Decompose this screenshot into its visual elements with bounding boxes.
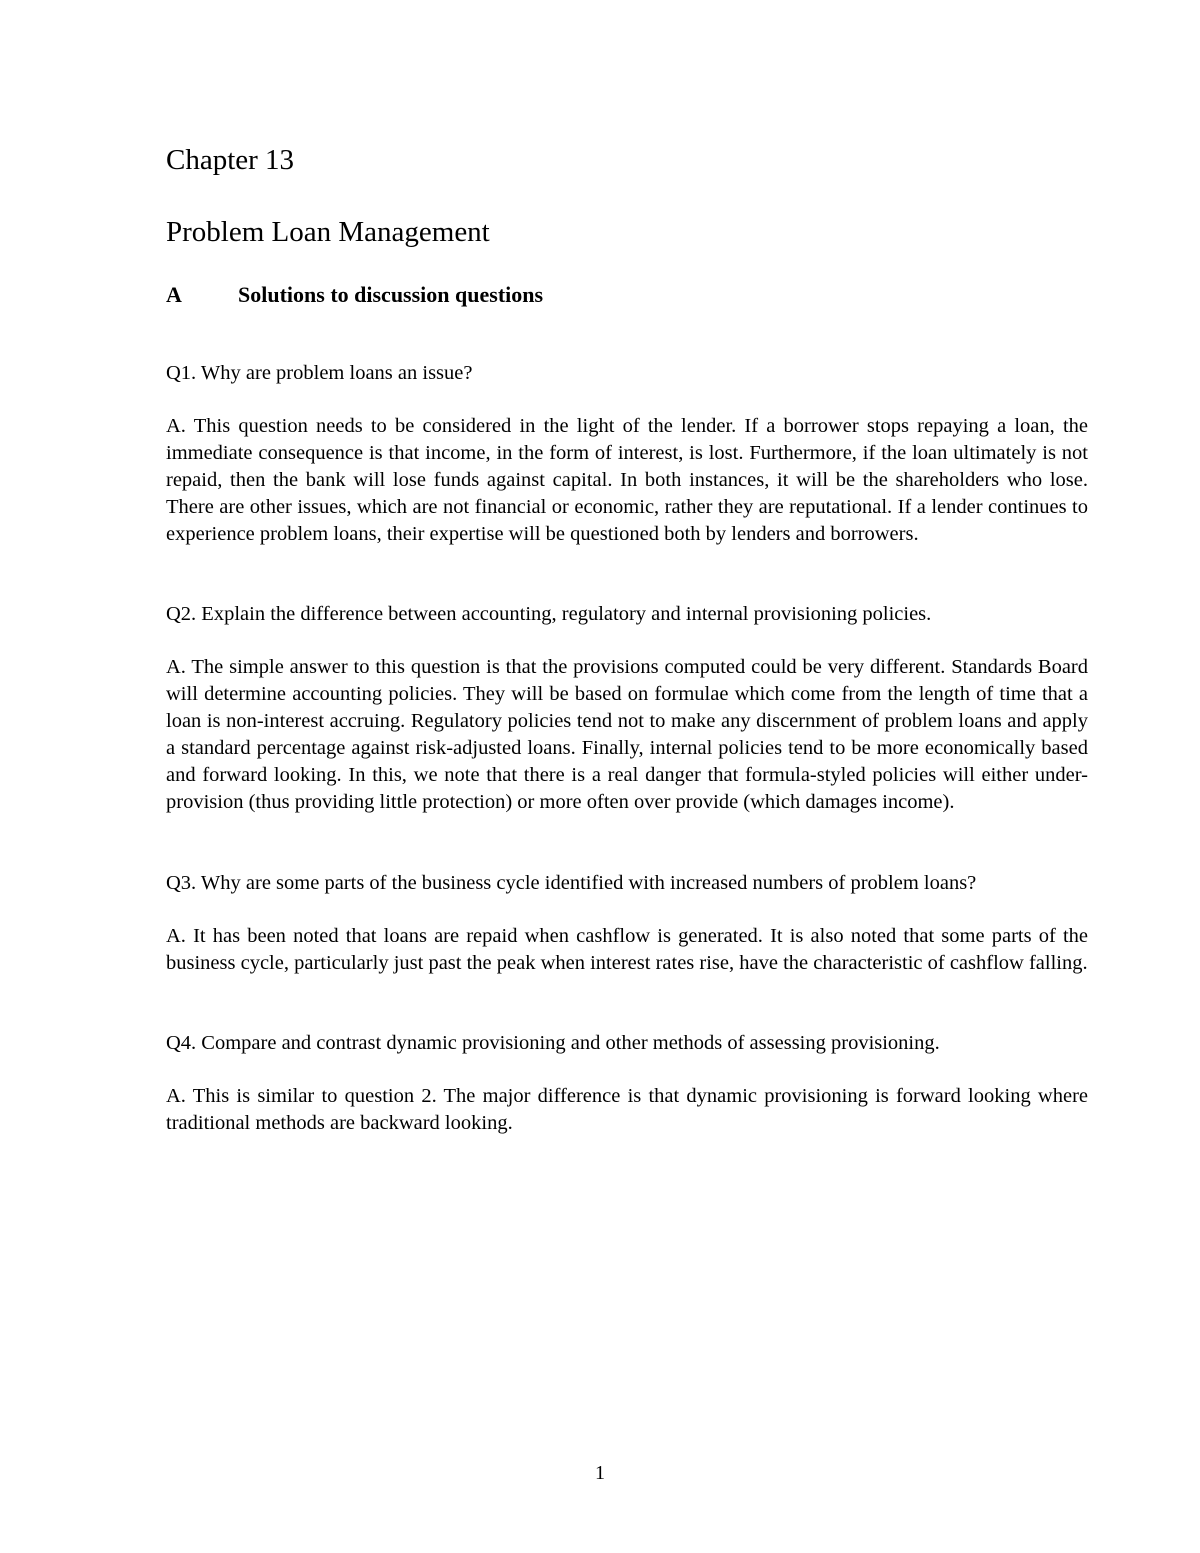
chapter-title: Chapter 13: [166, 144, 295, 176]
page-content: [166, 140, 1088, 1137]
section-heading: [166, 280, 1088, 310]
page-number: 1: [595, 1462, 605, 1484]
answer-1: A. This question needs to be considered in the light of the lender. If a borrower stops repaying a loan, the immediate consequence is that income, in the form of interest, is lost. Furthermore, if the loan ultimately is not repaid, then the bank will lose funds against capital. In both instances, it will be the shareholders who lose. There are other issues, which are not financial or economic, rather they are reputational. If a lender continues to experience problem loans, their expertise will be questioned both by lenders and borrowers.: [166, 415, 1088, 545]
answer-2: A. The simple answer to this question is that the provisions computed could be very different. Standards Board will determine accounting policies. They will be based on formulae which come from the length of time that a loan is non-interest accruing. Regulatory policies tend not to make any discernment of problem loans and apply a standard percentage against risk-adjusted loans. Finally, internal policies tend to be more economically based and forward looking. In this, we note that there is a real danger that formula-styled policies will either under-provision (thus providing little protection) or more often over provide (which damages income).: [166, 656, 1088, 813]
question-1: Q1. Why are problem loans an issue?: [166, 362, 473, 384]
qa-block-4: [166, 1030, 1088, 1137]
question-3: Q3. Why are some parts of the business cycle identified with increased numbers of problem loans?: [166, 872, 977, 894]
qa-block-2: [166, 601, 1088, 816]
answer-3: A. It has been noted that loans are repaid when cashflow is generated. It is also noted that some parts of the business cycle, particularly just past the peak when interest rates rise, have the characteristic of cashflow falling.: [166, 925, 1088, 974]
qa-block-1: [166, 360, 1088, 548]
answer-4: A. This is similar to question 2. The major difference is that dynamic provisioning is forward looking where traditional methods are backward looking.: [166, 1085, 1088, 1134]
qa-block-3: [166, 870, 1088, 977]
chapter-subtitle: Problem Loan Management: [166, 216, 490, 248]
section-title: Solutions to discussion questions: [238, 282, 544, 307]
section-letter: A: [166, 282, 182, 307]
question-4: Q4. Compare and contrast dynamic provisioning and other methods of assessing provisioning.: [166, 1032, 940, 1054]
question-2: Q2. Explain the difference between accounting, regulatory and internal provisioning policies.: [166, 603, 932, 625]
